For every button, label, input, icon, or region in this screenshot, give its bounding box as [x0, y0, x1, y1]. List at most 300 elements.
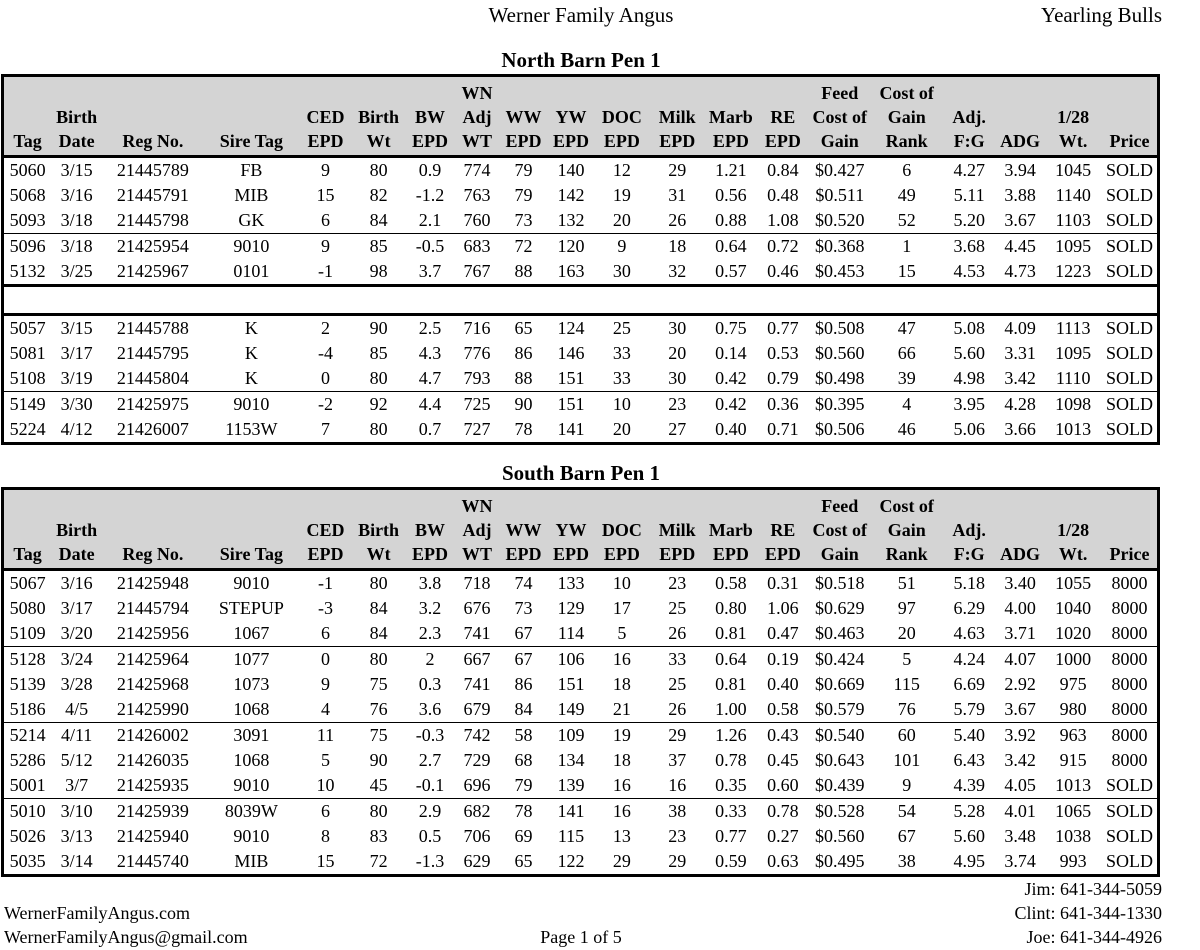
cell-marb-epd: 0.14 — [715, 343, 747, 363]
cell-feed-cost-of-gain: $0.395 — [809, 392, 871, 418]
cell-wt-1-28: 1013 — [1055, 775, 1092, 795]
cell-wt-1-28: 1095 — [1055, 343, 1092, 363]
cell-reg-no: 21426002 — [102, 723, 204, 749]
cell-wt-1-28: 1110 — [1055, 368, 1091, 388]
cell-tag: 5286 — [9, 750, 46, 770]
cell-ced-epd: -2 — [299, 392, 352, 418]
cell-birth-date: 3/24 — [51, 647, 102, 673]
cell-wn-adj-wt: 774 — [463, 160, 491, 180]
cell-ced-epd: 6 — [320, 623, 330, 643]
cell-bw-epd: 0.7 — [418, 419, 442, 439]
cell-yw-epd: 129 — [557, 598, 585, 618]
column-header-price: Price — [1102, 76, 1159, 157]
cell-doc-epd: 16 — [594, 647, 649, 673]
cell-yw-epd: 141 — [548, 799, 594, 825]
cell-ww-epd: 68 — [514, 750, 533, 770]
cell-yw-epd: 120 — [548, 234, 594, 260]
cell-ced-epd: 0 — [299, 647, 352, 673]
cell-cost-of-gain-rank: 115 — [893, 674, 920, 694]
cell-wn-adj-wt: 741 — [463, 674, 491, 694]
cell-bw-epd: -1.3 — [415, 851, 445, 871]
cell-bw-epd: 2.5 — [418, 318, 442, 338]
cell-milk-epd: 37 — [668, 750, 687, 770]
cell-wn-adj-wt: 629 — [463, 851, 491, 871]
cell-sire-tag: 9010 — [204, 392, 299, 418]
cell-ww-epd: 90 — [499, 392, 548, 418]
cell-bw-epd: -0.1 — [415, 775, 445, 795]
cell-reg-no: 21425964 — [102, 647, 204, 673]
cell-ww-epd: 79 — [514, 160, 533, 180]
table-row — [3, 366, 1159, 392]
cell-sire-tag: STEPUP — [218, 598, 284, 618]
cell-feed-cost-of-gain: $0.427 — [815, 160, 865, 180]
cell-tag: 5035 — [9, 851, 46, 871]
cell-adj-fg: 5.60 — [953, 826, 985, 846]
cell-bw-epd: -1.2 — [415, 185, 445, 205]
cell-doc-epd: 21 — [612, 699, 631, 719]
column-header-birth-wt: Birth Wt — [352, 489, 405, 570]
cell-ww-epd: 84 — [514, 699, 533, 719]
cell-marb-epd: 0.42 — [705, 392, 757, 418]
cell-birth-date: 3/18 — [60, 210, 93, 230]
cell-birth-wt: 90 — [369, 318, 388, 338]
cell-sire-tag: 9010 — [233, 826, 270, 846]
cell-tag: 5149 — [3, 392, 52, 418]
cell-birth-wt: 75 — [352, 723, 405, 749]
cell-cost-of-gain-rank: 66 — [897, 343, 916, 363]
cell-feed-cost-of-gain: $0.560 — [815, 343, 865, 363]
cell-reg-no: 21425940 — [116, 826, 189, 846]
cell-adg: 3.71 — [1004, 623, 1036, 643]
cell-price: SOLD — [1105, 368, 1153, 388]
cell-ww-epd: 78 — [514, 419, 533, 439]
cell-adj-fg: 6.29 — [953, 598, 985, 618]
cell-reg-no: 21425990 — [116, 699, 189, 719]
cell-adg: 4.28 — [996, 392, 1045, 418]
cell-wt-1-28: 975 — [1059, 674, 1087, 694]
cell-cost-of-gain-rank: 39 — [897, 368, 916, 388]
cell-ww-epd: 69 — [514, 826, 533, 846]
cell-yw-epd: 149 — [557, 699, 585, 719]
cell-wn-adj-wt: 676 — [463, 598, 491, 618]
cell-sire-tag: 1067 — [233, 623, 270, 643]
cell-doc-epd: 18 — [612, 674, 631, 694]
column-header-re-epd: RE EPD — [757, 76, 809, 157]
column-header-re-epd: RE EPD — [757, 489, 809, 570]
cell-cost-of-gain-rank: 76 — [897, 699, 916, 719]
cell-milk-epd: 26 — [668, 210, 687, 230]
cell-cost-of-gain-rank: 4 — [871, 392, 943, 418]
cell-re-epd: 0.78 — [757, 799, 809, 825]
cell-re-epd: 0.79 — [767, 368, 799, 388]
cell-tag: 5093 — [9, 210, 46, 230]
table-row — [3, 849, 1159, 876]
cell-sire-tag: 1068 — [233, 699, 270, 719]
cell-ced-epd: 6 — [320, 210, 330, 230]
cell-bw-epd: 2.9 — [405, 799, 455, 825]
cell-ww-epd: 67 — [514, 623, 533, 643]
table-row — [3, 259, 1159, 286]
cell-wn-adj-wt: 725 — [455, 392, 499, 418]
cell-cost-of-gain-rank: 67 — [897, 826, 916, 846]
cell-birth-date: 5/12 — [60, 750, 93, 770]
cell-price: SOLD — [1105, 343, 1153, 363]
cell-adg: 4.01 — [996, 799, 1045, 825]
cell-marb-epd: 0.58 — [715, 573, 747, 593]
cell-doc-epd: 10 — [612, 573, 631, 593]
cell-wt-1-28: 1140 — [1055, 185, 1091, 205]
cell-tag: 5010 — [3, 799, 52, 825]
column-header-birth-wt: Birth Wt — [352, 76, 405, 157]
cell-wn-adj-wt: 727 — [463, 419, 491, 439]
cell-price: 8000 — [1111, 573, 1148, 593]
cell-ced-epd: 9 — [320, 674, 330, 694]
cell-adg: 3.88 — [1004, 185, 1036, 205]
cell-feed-cost-of-gain: $0.453 — [815, 261, 865, 281]
cell-doc-epd: 25 — [612, 318, 631, 338]
cell-cost-of-gain-rank: 97 — [897, 598, 916, 618]
cell-bw-epd: 3.8 — [418, 573, 442, 593]
cell-birth-wt: 80 — [352, 647, 405, 673]
cell-milk-epd: 23 — [668, 826, 687, 846]
cell-birth-date: 3/10 — [51, 799, 102, 825]
cell-adg: 2.92 — [1004, 674, 1036, 694]
cell-price: SOLD — [1105, 318, 1153, 338]
cell-cost-of-gain-rank: 15 — [897, 261, 916, 281]
cell-feed-cost-of-gain: $0.424 — [809, 647, 871, 673]
cell-wn-adj-wt: 767 — [463, 261, 491, 281]
cell-wt-1-28: 1095 — [1044, 234, 1102, 260]
cell-sire-tag: K — [244, 318, 258, 338]
table-row — [3, 208, 1159, 234]
cell-ced-epd: 15 — [316, 851, 335, 871]
cell-re-epd: 0.31 — [767, 573, 799, 593]
cell-adg: 4.00 — [1004, 598, 1036, 618]
cell-re-epd: 0.40 — [767, 674, 799, 694]
cell-re-epd: 0.19 — [757, 647, 809, 673]
cell-feed-cost-of-gain: $0.495 — [815, 851, 865, 871]
cell-milk-epd: 27 — [668, 419, 687, 439]
cell-reg-no: 21425975 — [102, 392, 204, 418]
cell-adj-fg: 4.95 — [953, 851, 985, 871]
cell-bw-epd: 4.3 — [418, 343, 442, 363]
column-header-wn-adj-wt: WN Adj WT — [455, 76, 499, 157]
cell-yw-epd: 142 — [557, 185, 585, 205]
cell-wn-adj-wt: 718 — [463, 573, 491, 593]
cell-tag: 5001 — [9, 775, 46, 795]
cell-adj-fg: 4.53 — [953, 261, 985, 281]
cell-reg-no: 21426007 — [116, 419, 189, 439]
cell-ced-epd: 9 — [299, 234, 352, 260]
cell-wt-1-28: 1103 — [1055, 210, 1091, 230]
cell-ced-epd: 9 — [320, 160, 330, 180]
cell-adj-fg: 5.08 — [953, 318, 985, 338]
cell-ww-epd: 73 — [514, 598, 533, 618]
cell-cost-of-gain-rank: 46 — [897, 419, 916, 439]
table-row — [3, 773, 1159, 799]
cell-ww-epd: 78 — [499, 799, 548, 825]
website-text: WernerFamilyAngus.com — [4, 903, 191, 923]
cell-adj-fg: 4.24 — [943, 647, 996, 673]
cell-milk-epd: 25 — [668, 598, 687, 618]
cell-feed-cost-of-gain: $0.368 — [809, 234, 871, 260]
cell-sire-tag: 0101 — [233, 261, 270, 281]
cell-ced-epd: -3 — [317, 598, 333, 618]
cell-marb-epd: 0.59 — [715, 851, 747, 871]
column-header-feed-cost-of-gain: Feed Cost of Gain — [809, 489, 871, 570]
email-text: WernerFamilyAngus@gmail.com — [4, 927, 248, 947]
cell-tag: 5132 — [9, 261, 46, 281]
cell-birth-wt: 85 — [369, 343, 388, 363]
cell-adj-fg: 6.43 — [953, 750, 985, 770]
cell-birth-wt: 84 — [369, 598, 388, 618]
column-header-adg: ADG — [996, 489, 1045, 570]
pen-table-south — [1, 487, 1160, 877]
cell-adj-fg: 5.06 — [953, 419, 985, 439]
table-row — [3, 596, 1159, 621]
pen-table-north — [1, 74, 1160, 445]
cell-cost-of-gain-rank: 60 — [871, 723, 943, 749]
cell-birth-wt: 90 — [369, 750, 388, 770]
cell-marb-epd: 0.88 — [715, 210, 747, 230]
cell-tag: 5139 — [9, 674, 46, 694]
cell-price: SOLD — [1105, 419, 1153, 439]
cell-cost-of-gain-rank: 54 — [871, 799, 943, 825]
cell-reg-no: 21445804 — [116, 368, 189, 388]
cell-birth-date: 3/25 — [60, 261, 93, 281]
cell-bw-epd: -0.5 — [405, 234, 455, 260]
column-header-yw-epd: YW EPD — [548, 76, 594, 157]
column-header-milk-epd: Milk EPD — [650, 489, 705, 570]
cell-bw-epd: 0.3 — [418, 674, 442, 694]
cell-wt-1-28: 1045 — [1055, 160, 1092, 180]
cell-marb-epd: 0.57 — [715, 261, 747, 281]
cell-milk-epd: 33 — [650, 647, 705, 673]
cell-reg-no: 21445798 — [116, 210, 189, 230]
cell-ced-epd: 6 — [299, 799, 352, 825]
cell-adg: 3.67 — [1004, 699, 1036, 719]
cell-bw-epd: 2.7 — [418, 750, 442, 770]
cell-wn-adj-wt: 667 — [455, 647, 499, 673]
cell-sire-tag: 9010 — [233, 775, 270, 795]
table-row — [3, 799, 1159, 825]
cell-reg-no: 21425968 — [116, 674, 189, 694]
table-row — [3, 748, 1159, 773]
cell-tag: 5096 — [3, 234, 52, 260]
cell-wn-adj-wt: 706 — [463, 826, 491, 846]
cell-adg: 3.74 — [1004, 851, 1036, 871]
column-header-sire-tag: Sire Tag — [204, 489, 299, 570]
cell-birth-date: 3/20 — [60, 623, 93, 643]
section-title-south: South Barn Pen 1 — [501, 461, 661, 485]
cell-price: 8000 — [1111, 750, 1148, 770]
column-header-birth-date: Birth Date — [51, 76, 102, 157]
cell-wt-1-28: 1013 — [1055, 419, 1092, 439]
cell-ced-epd: -4 — [317, 343, 333, 363]
cell-reg-no: 21445789 — [116, 160, 189, 180]
cell-adj-fg: 3.68 — [943, 234, 996, 260]
cell-doc-epd: 12 — [612, 160, 631, 180]
cell-yw-epd: 151 — [548, 392, 594, 418]
cell-marb-epd: 0.64 — [705, 234, 757, 260]
cell-price: SOLD — [1102, 799, 1159, 825]
cell-doc-epd: 29 — [612, 851, 631, 871]
column-header-marb-epd: Marb EPD — [705, 489, 757, 570]
cell-doc-epd: 18 — [612, 750, 631, 770]
cell-adj-fg: 5.28 — [943, 799, 996, 825]
column-header-cost-of-gain-rank: Cost of Gain Rank — [871, 489, 943, 570]
cell-reg-no: 21445740 — [116, 851, 189, 871]
cell-bw-epd: 0.5 — [418, 826, 442, 846]
cell-wt-1-28: 1000 — [1044, 647, 1102, 673]
column-header-ced-epd: CED EPD — [299, 76, 352, 157]
cell-reg-no: 21425967 — [116, 261, 189, 281]
category-title: Yearling Bulls — [1041, 3, 1162, 27]
cell-wt-1-28: 980 — [1059, 699, 1087, 719]
cell-sire-tag: 1068 — [233, 750, 270, 770]
cell-bw-epd: 0.9 — [418, 160, 442, 180]
cell-birth-wt: 92 — [352, 392, 405, 418]
cell-yw-epd: 122 — [557, 851, 585, 871]
cell-adj-fg: 4.27 — [953, 160, 985, 180]
cell-birth-wt: 75 — [369, 674, 388, 694]
cell-wn-adj-wt: 696 — [463, 775, 491, 795]
cell-milk-epd: 23 — [650, 392, 705, 418]
column-header-bw-epd: BW EPD — [405, 76, 455, 157]
cell-feed-cost-of-gain: $0.506 — [815, 419, 865, 439]
cell-birth-wt: 82 — [369, 185, 388, 205]
cell-price: SOLD — [1105, 185, 1153, 205]
cell-wt-1-28: 993 — [1059, 851, 1087, 871]
cell-wt-1-28: 915 — [1059, 750, 1087, 770]
cell-wt-1-28: 1038 — [1055, 826, 1092, 846]
cell-ced-epd: 2 — [320, 318, 330, 338]
cell-adg: 4.05 — [1004, 775, 1036, 795]
cell-bw-epd: 3.2 — [418, 598, 442, 618]
cell-reg-no: 21425956 — [116, 623, 189, 643]
cell-adj-fg: 5.60 — [953, 343, 985, 363]
cell-birth-date: 3/28 — [60, 674, 93, 694]
cell-feed-cost-of-gain: $0.540 — [809, 723, 871, 749]
cell-wn-adj-wt: 729 — [463, 750, 491, 770]
cell-cost-of-gain-rank: 101 — [893, 750, 921, 770]
cell-sire-tag: 3091 — [204, 723, 299, 749]
cell-re-epd: 0.71 — [767, 419, 799, 439]
cell-ced-epd: -1 — [317, 261, 333, 281]
cell-adg: 4.45 — [996, 234, 1045, 260]
cell-reg-no: 21425948 — [116, 573, 189, 593]
cell-birth-wt: 84 — [369, 623, 388, 643]
table-row — [3, 697, 1159, 723]
cell-doc-epd: 5 — [617, 623, 627, 643]
cell-tag: 5080 — [9, 598, 46, 618]
column-header-adj-fg: Adj. F:G — [943, 76, 996, 157]
cell-marb-epd: 1.26 — [705, 723, 757, 749]
cell-reg-no: 21425939 — [102, 799, 204, 825]
cell-marb-epd: 0.81 — [715, 674, 747, 694]
cell-adg: 3.40 — [1004, 573, 1036, 593]
cell-wn-adj-wt: 776 — [463, 343, 491, 363]
cell-sire-tag: 1153W — [225, 419, 278, 439]
cell-marb-epd: 1.21 — [715, 160, 747, 180]
cell-tag: 5224 — [9, 419, 46, 439]
cell-cost-of-gain-rank: 52 — [897, 210, 916, 230]
cell-adj-fg: 4.98 — [953, 368, 985, 388]
cell-feed-cost-of-gain: $0.629 — [815, 598, 865, 618]
cell-bw-epd: 2 — [405, 647, 455, 673]
column-header-feed-cost-of-gain: Feed Cost of Gain — [809, 76, 871, 157]
cell-tag: 5186 — [9, 699, 46, 719]
cell-wt-1-28: 1113 — [1055, 318, 1091, 338]
cell-yw-epd: 163 — [557, 261, 585, 281]
table-row — [3, 570, 1159, 597]
cell-feed-cost-of-gain: $0.498 — [815, 368, 865, 388]
column-header-birth-date: Birth Date — [51, 489, 102, 570]
cell-tag: 5068 — [9, 185, 46, 205]
cell-ced-epd: 11 — [299, 723, 352, 749]
column-header-wn-adj-wt: WN Adj WT — [455, 489, 499, 570]
cell-wn-adj-wt: 682 — [455, 799, 499, 825]
cell-birth-wt: 85 — [352, 234, 405, 260]
cell-ww-epd: 79 — [514, 185, 533, 205]
cell-marb-epd: 0.42 — [715, 368, 747, 388]
cell-feed-cost-of-gain: $0.518 — [815, 573, 865, 593]
cell-marb-epd: 0.78 — [715, 750, 747, 770]
cell-birth-date: 3/16 — [60, 185, 93, 205]
cell-re-epd: 1.06 — [767, 598, 799, 618]
cell-feed-cost-of-gain: $0.669 — [815, 674, 865, 694]
column-header-bw-epd: BW EPD — [405, 489, 455, 570]
cell-birth-date: 3/7 — [65, 775, 89, 795]
column-header-ww-epd: WW EPD — [499, 76, 548, 157]
cell-milk-epd: 26 — [668, 699, 687, 719]
cell-cost-of-gain-rank: 49 — [897, 185, 916, 205]
cell-doc-epd: 19 — [594, 723, 649, 749]
page-number: Page 1 of 5 — [540, 927, 622, 947]
table-row — [3, 723, 1159, 749]
cell-price: SOLD — [1105, 775, 1153, 795]
cell-wt-1-28: 1040 — [1055, 598, 1092, 618]
cell-re-epd: 0.60 — [767, 775, 799, 795]
cell-price: SOLD — [1102, 392, 1159, 418]
cell-ced-epd: 10 — [316, 775, 335, 795]
column-header-ww-epd: WW EPD — [499, 489, 548, 570]
column-header-wt-1-28: 1/28 Wt. — [1044, 76, 1102, 157]
cell-re-epd: 0.45 — [767, 750, 799, 770]
cell-birth-date: 3/18 — [51, 234, 102, 260]
cell-adg: 3.31 — [1004, 343, 1036, 363]
cell-adg: 3.94 — [1004, 160, 1036, 180]
table-row — [3, 417, 1159, 444]
header-row — [3, 489, 1159, 570]
cell-cost-of-gain-rank: 20 — [897, 623, 916, 643]
table-row — [3, 157, 1159, 184]
cell-marb-epd: 0.56 — [715, 185, 747, 205]
cell-wn-adj-wt: 679 — [463, 699, 491, 719]
cell-wt-1-28: 1065 — [1044, 799, 1102, 825]
cell-yw-epd: 139 — [557, 775, 585, 795]
cell-milk-epd: 29 — [668, 160, 687, 180]
cell-feed-cost-of-gain: $0.520 — [815, 210, 865, 230]
cell-yw-epd: 140 — [557, 160, 585, 180]
cell-adg: 3.67 — [1004, 210, 1036, 230]
cell-cost-of-gain-rank: 47 — [897, 318, 916, 338]
column-header-doc-epd: DOC EPD — [594, 489, 649, 570]
cell-adj-fg: 3.95 — [943, 392, 996, 418]
cell-adj-fg: 5.40 — [943, 723, 996, 749]
separator-cell — [3, 286, 1159, 315]
cell-tag: 5108 — [9, 368, 46, 388]
